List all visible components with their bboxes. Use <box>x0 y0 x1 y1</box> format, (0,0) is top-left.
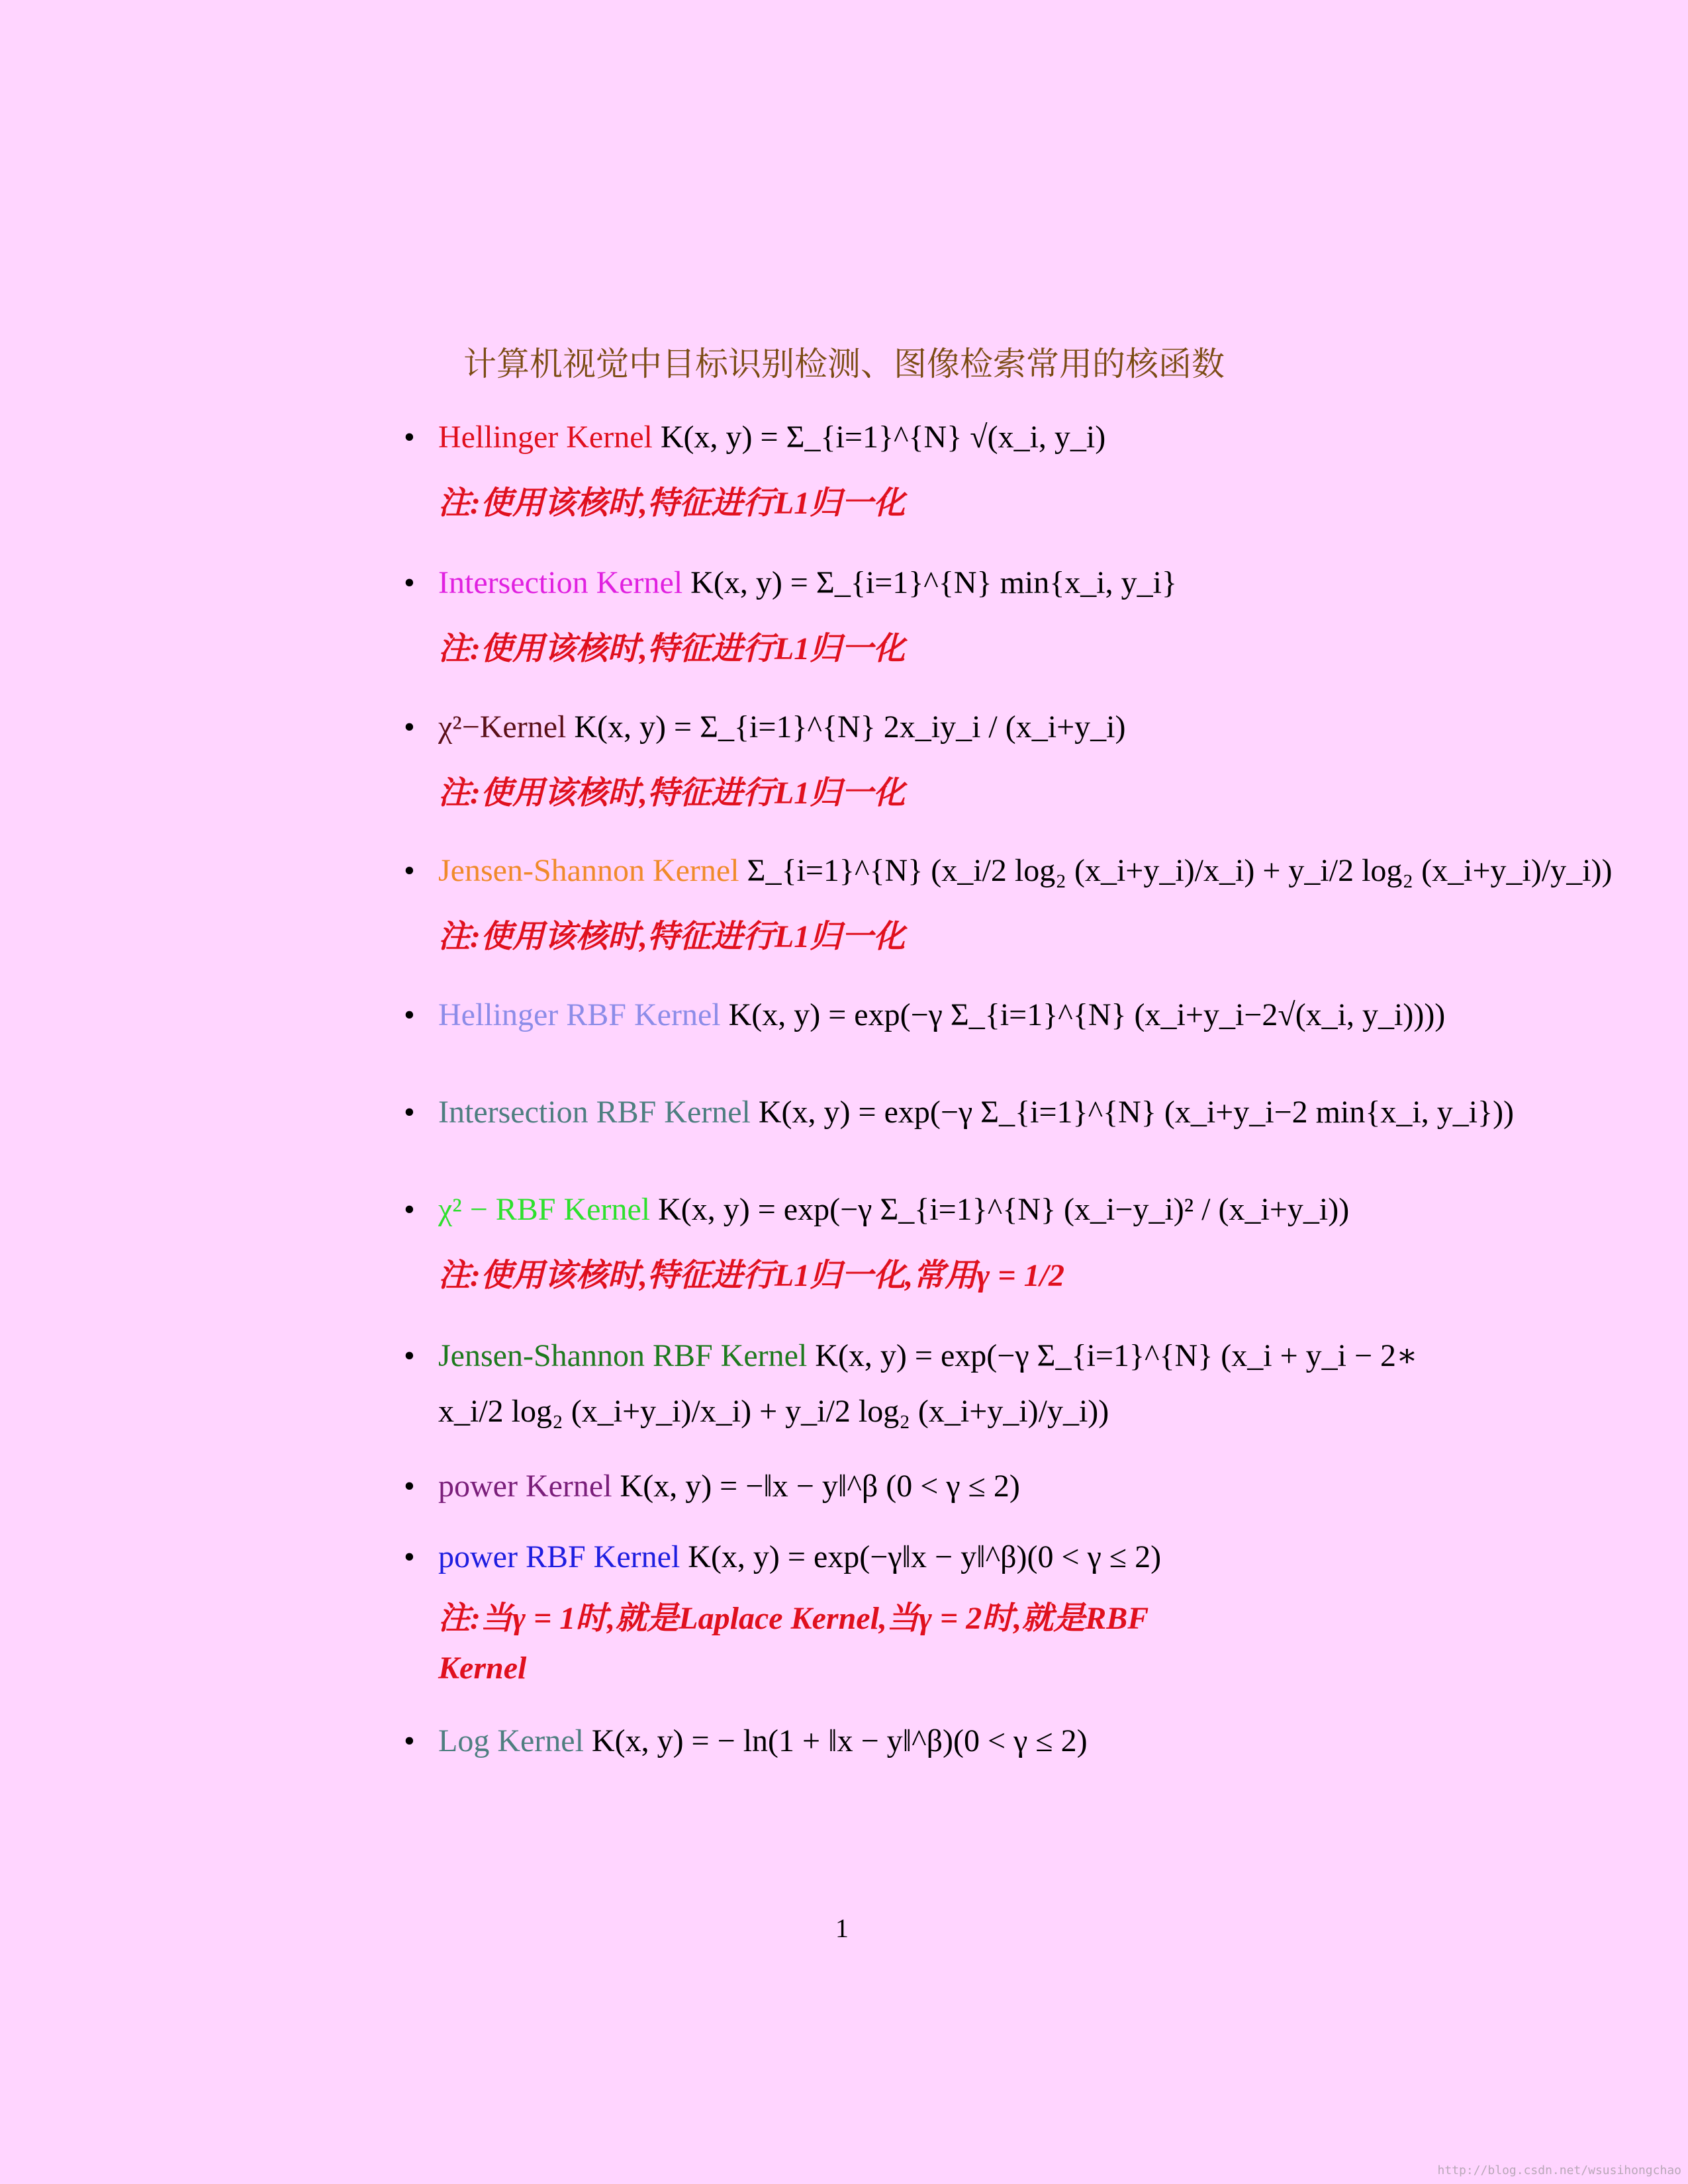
kernel-formula: K(x, y) = exp(−γ Σ_{i=1}^{N} (x_i+y_i−2 min{x_i, y_i})) <box>758 1095 1515 1130</box>
page-number: 1 <box>835 1913 849 1943</box>
note-chi2-rbf: 注:使用该核时,特征进行L1归一化,常用γ = 1/2 <box>438 1258 1064 1293</box>
kernel-item-intersection-rbf <box>404 1092 1514 1133</box>
kernel-formula: K(x, y) = − ln(1 + ‖x − y‖^β)(0 < γ ≤ 2) <box>591 1723 1088 1758</box>
bullet-icon: • <box>404 565 415 600</box>
kernel-formula: K(x, y) = exp(−γ Σ_{i=1}^{N} (x_i + y_i − 2∗ <box>815 1338 1418 1373</box>
kernel-formula: Σ_{i=1}^{N} (x_i/2 log₂ (x_i+y_i)/x_i) + y_i/2 log₂ (x_i+y_i)/y_i)) <box>747 853 1613 888</box>
kernel-formula-continuation: x_i/2 log₂ (x_i+y_i)/x_i) + y_i/2 log₂ (x_i+y_i)/y_i)) <box>438 1394 1109 1429</box>
kernel-name: Hellinger Kernel <box>438 420 653 455</box>
bullet-icon: • <box>404 1469 415 1504</box>
kernel-name: Jensen-Shannon Kernel <box>438 853 739 888</box>
kernel-name: Intersection RBF Kernel <box>438 1095 751 1130</box>
kernel-name: power RBF Kernel <box>438 1539 680 1574</box>
bullet-icon: • <box>404 1192 415 1227</box>
note-l1-normalization: 注:使用该核时,特征进行L1归一化 <box>438 919 906 954</box>
kernel-name: χ² − RBF Kernel <box>438 1192 651 1227</box>
kernel-name: Hellinger RBF Kernel <box>438 997 721 1032</box>
bullet-icon: • <box>404 1338 415 1373</box>
kernel-item-jensen-shannon <box>404 850 1613 891</box>
watermark: http://blog.csdn.net/wsusihongchao <box>1437 2163 1681 2177</box>
bullet-icon: • <box>404 420 415 455</box>
kernel-formula: K(x, y) = exp(−γ‖x − y‖^β)(0 < γ ≤ 2) <box>688 1539 1162 1574</box>
bullet-icon: • <box>404 1723 415 1758</box>
bullet-icon: • <box>404 1095 415 1130</box>
kernel-item-jensen-shannon-rbf <box>404 1336 1418 1377</box>
note-power-rbf-line1: 注:当γ = 1时,就是Laplace Kernel,当γ = 2时,就是RBF <box>438 1601 1149 1636</box>
note-l1-normalization: 注:使用该核时,特征进行L1归一化 <box>438 486 906 521</box>
kernel-formula: K(x, y) = exp(−γ Σ_{i=1}^{N} (x_i+y_i−2√(x_i, y_i)))) <box>728 997 1446 1032</box>
kernel-item-chi2-rbf <box>404 1189 1349 1230</box>
bullet-icon: • <box>404 709 415 745</box>
kernel-name: Log Kernel <box>438 1723 584 1758</box>
kernel-item-chi2 <box>404 707 1125 748</box>
kernel-item-hellinger <box>404 417 1105 458</box>
kernel-formula: K(x, y) = Σ_{i=1}^{N} min{x_i, y_i} <box>690 565 1177 600</box>
kernel-name: Jensen-Shannon RBF Kernel <box>438 1338 808 1373</box>
bullet-icon: • <box>404 853 415 888</box>
kernel-formula: K(x, y) = −‖x − y‖^β (0 < γ ≤ 2) <box>620 1469 1020 1504</box>
kernel-item-power-rbf <box>404 1537 1161 1578</box>
bullet-icon: • <box>404 997 415 1032</box>
page-title: 计算机视觉中目标识别检测、图像检索常用的核函数 <box>463 345 1225 383</box>
kernel-formula: K(x, y) = Σ_{i=1}^{N} √(x_i, y_i) <box>660 420 1106 455</box>
kernel-formula: K(x, y) = Σ_{i=1}^{N} 2x_iy_i / (x_i+y_i) <box>574 709 1126 745</box>
kernel-name: Intersection Kernel <box>438 565 683 600</box>
note-l1-normalization: 注:使用该核时,特征进行L1归一化 <box>438 631 906 666</box>
kernel-item-power <box>404 1466 1020 1507</box>
note-l1-normalization: 注:使用该核时,特征进行L1归一化 <box>438 776 906 811</box>
kernel-formula: K(x, y) = exp(−γ Σ_{i=1}^{N} (x_i−y_i)² / (x_i+y_i)) <box>658 1192 1350 1227</box>
kernel-item-log <box>404 1721 1088 1762</box>
note-power-rbf-line2: Kernel <box>438 1651 527 1686</box>
kernel-item-intersection <box>404 563 1177 604</box>
kernel-item-hellinger-rbf <box>404 995 1445 1036</box>
kernel-name: χ²−Kernel <box>438 709 567 745</box>
kernel-name: power Kernel <box>438 1469 612 1504</box>
bullet-icon: • <box>404 1539 415 1574</box>
